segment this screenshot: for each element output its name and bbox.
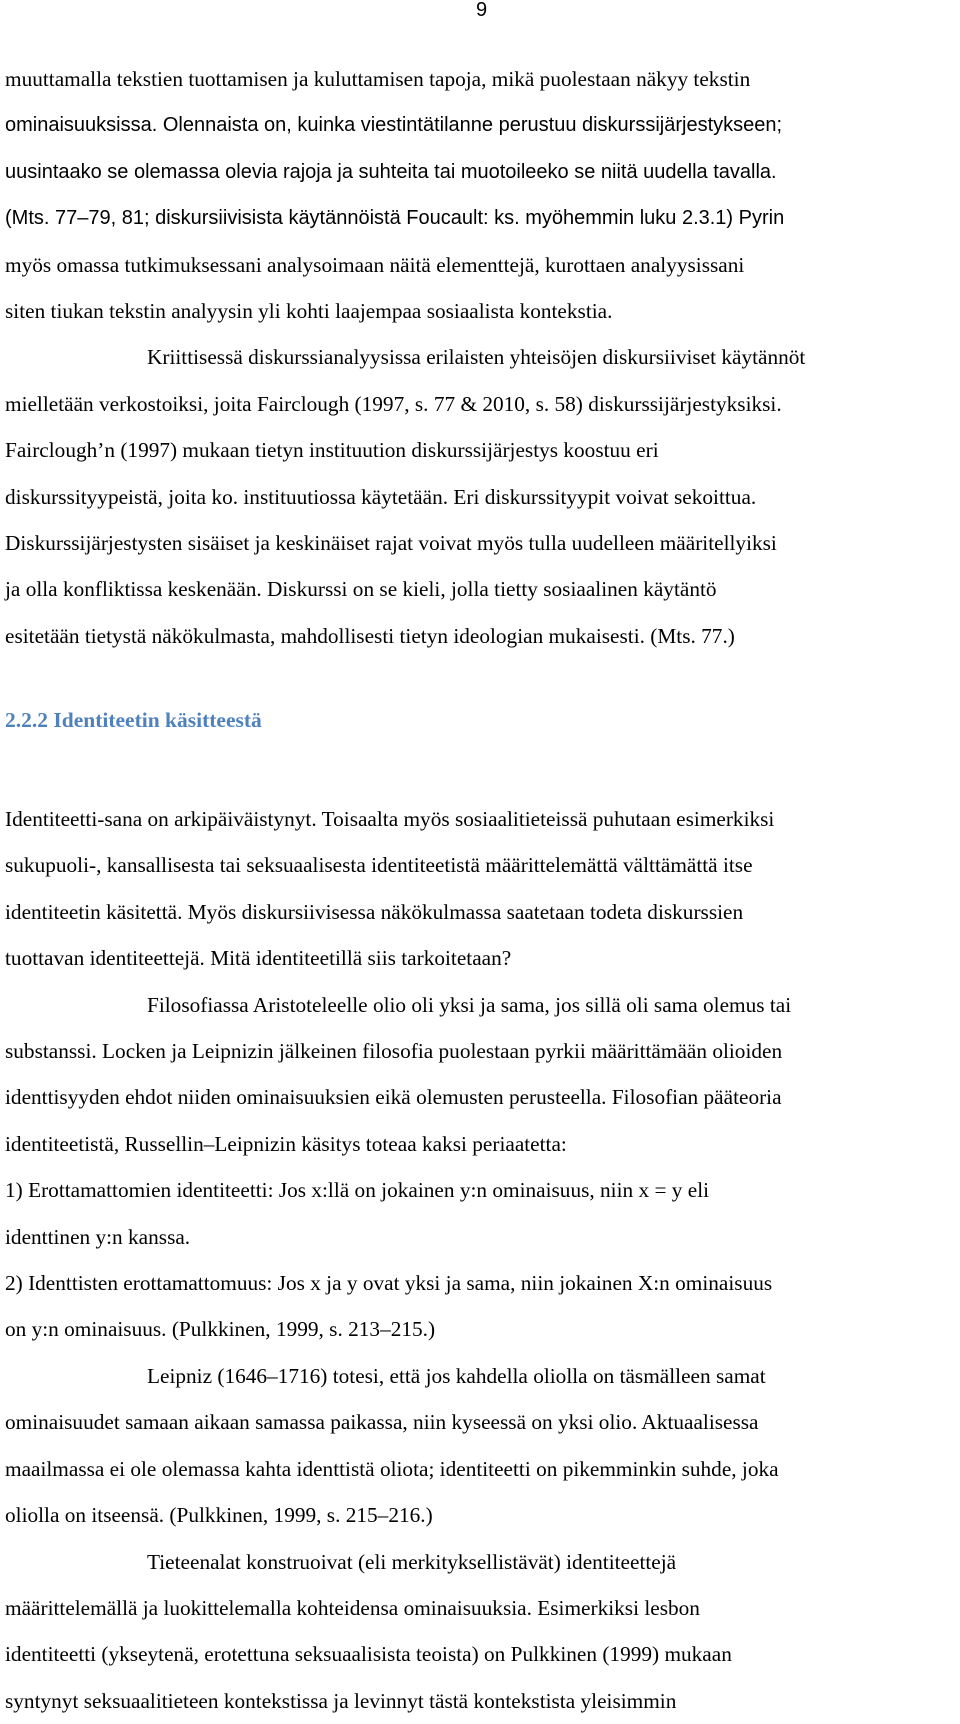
text-line: Leipniz (1646–1716) totesi, että jos kahdella oliolla on täsmälleen samat: [147, 1363, 766, 1388]
text-line: muuttamalla tekstien tuottamisen ja kuluttamisen tapoja, mikä puolestaan näkyy tekstin: [5, 67, 751, 91]
text-line: uusintaako se olemassa olevia rajoja ja suhteita tai muotoileeko se niitä uudella tavalla.: [5, 160, 777, 183]
page-number: 9: [476, 0, 488, 21]
text-line: ominaisuudet samaan aikaan samassa paikassa, niin kyseessä on yksi olio. Aktuaalisessa: [5, 1410, 759, 1435]
text-line: Tieteenalat konstruoivat (eli merkityksellistävät) identiteettejä: [147, 1549, 677, 1574]
text-line: identiteetti (ykseytenä, erotettuna seksuaalisista teoista) on Pulkkinen (1999) mukaan: [5, 1642, 732, 1667]
text-line: 1) Erottamattomien identiteetti: Jos x:llä on jokainen y:n ominaisuus, niin x = y eli: [5, 1178, 710, 1203]
text-line: ja olla konfliktissa keskenään. Diskurssi on se kieli, jolla tietty sosiaalinen käytäntö: [5, 577, 717, 602]
text-line: Kriittisessä diskurssianalyysissa erilaisten yhteisöjen diskursiiviset käytännöt: [147, 345, 806, 370]
body-text-block-2: [5, 796, 955, 1724]
text-line: (Mts. 77–79, 81; diskursiivisista käytännöistä Foucault: ks. myöhemmin luku 2.3.1) Pyrin: [5, 207, 785, 230]
body-text-block-1: [5, 56, 955, 659]
text-line: ominaisuuksissa. Olennaista on, kuinka viestintätilanne perustuu diskurssijärjestykseen;: [5, 114, 783, 137]
text-line: syntynyt seksuaalitieteen kontekstissa ja levinnyt tästä kontekstista yleisimmin: [5, 1688, 677, 1713]
text-line: Diskurssijärjestysten sisäiset ja keskinäiset rajat voivat myös tulla uudelleen määritellyiksi: [5, 531, 777, 556]
text-line: tuottavan identiteettejä. Mitä identiteetillä siis tarkoitetaan?: [5, 946, 512, 971]
text-line: maailmassa ei ole olemassa kahta identtistä oliota; identiteetti on pikemminkin suhde, joka: [5, 1456, 779, 1481]
text-line: siten tiukan tekstin analyysin yli kohti laajempaa sosiaalista kontekstia.: [5, 299, 613, 324]
text-line: Filosofiassa Aristoteleelle olio oli yksi ja sama, jos sillä oli sama olemus tai: [147, 992, 792, 1017]
text-line: Identiteetti-sana on arkipäiväistynyt. Toisaalta myös sosiaalitieteissä puhutaan esimerkiksi: [5, 807, 775, 831]
text-line: määrittelemällä ja luokittelemalla kohteidensa ominaisuuksia. Esimerkiksi lesbon: [5, 1595, 700, 1620]
text-line: identtinen y:n kanssa.: [5, 1224, 191, 1249]
text-line: sukupuoli-, kansallisesta tai seksuaalisesta identiteetistä määrittelemättä välttämättä itse: [5, 853, 753, 878]
text-line: esitetään tietystä näkökulmasta, mahdollisesti tietyn ideologian mukaisesti. (Mts. 77.): [5, 623, 735, 648]
text-line: diskurssityypeistä, joita ko. instituutiossa käytetään. Eri diskurssityypit voivat sekoittua.: [5, 484, 757, 509]
text-line: identiteetin käsitettä. Myös diskursiivisessa näkökulmassa saatetaan todeta diskurssien: [5, 899, 744, 924]
section-heading: 2.2.2 Identiteetin käsitteestä: [5, 708, 262, 732]
text-line: 2) Identtisten erottamattomuus: Jos x ja y ovat yksi ja sama, niin jokainen X:n ominaisuus: [5, 1271, 773, 1296]
text-line: identiteetistä, Russellin–Leipnizin käsitys toteaa kaksi periaatetta:: [5, 1131, 567, 1156]
text-line: substanssi. Locken ja Leipnizin jälkeinen filosofia puolestaan pyrkii määrittämään olioiden: [5, 1039, 783, 1064]
text-line: on y:n ominaisuus. (Pulkkinen, 1999, s. 213–215.): [5, 1317, 436, 1342]
text-line: identtisyyden ehdot niiden ominaisuuksien eikä olemusten perusteella. Filosofian pääteoria: [5, 1085, 782, 1110]
text-line: mielletään verkostoiksi, joita Fairclough (1997, s. 77 & 2010, s. 58) diskurssijärjestyksiksi.: [5, 391, 782, 416]
text-line: Fairclough’n (1997) mukaan tietyn instituution diskurssijärjestys koostuu eri: [5, 438, 659, 463]
text-line: oliolla on itseensä. (Pulkkinen, 1999, s. 215–216.): [5, 1503, 433, 1528]
text-line: myös omassa tutkimuksessani analysoimaan näitä elementtejä, kurottaen analyysissani: [5, 252, 745, 277]
